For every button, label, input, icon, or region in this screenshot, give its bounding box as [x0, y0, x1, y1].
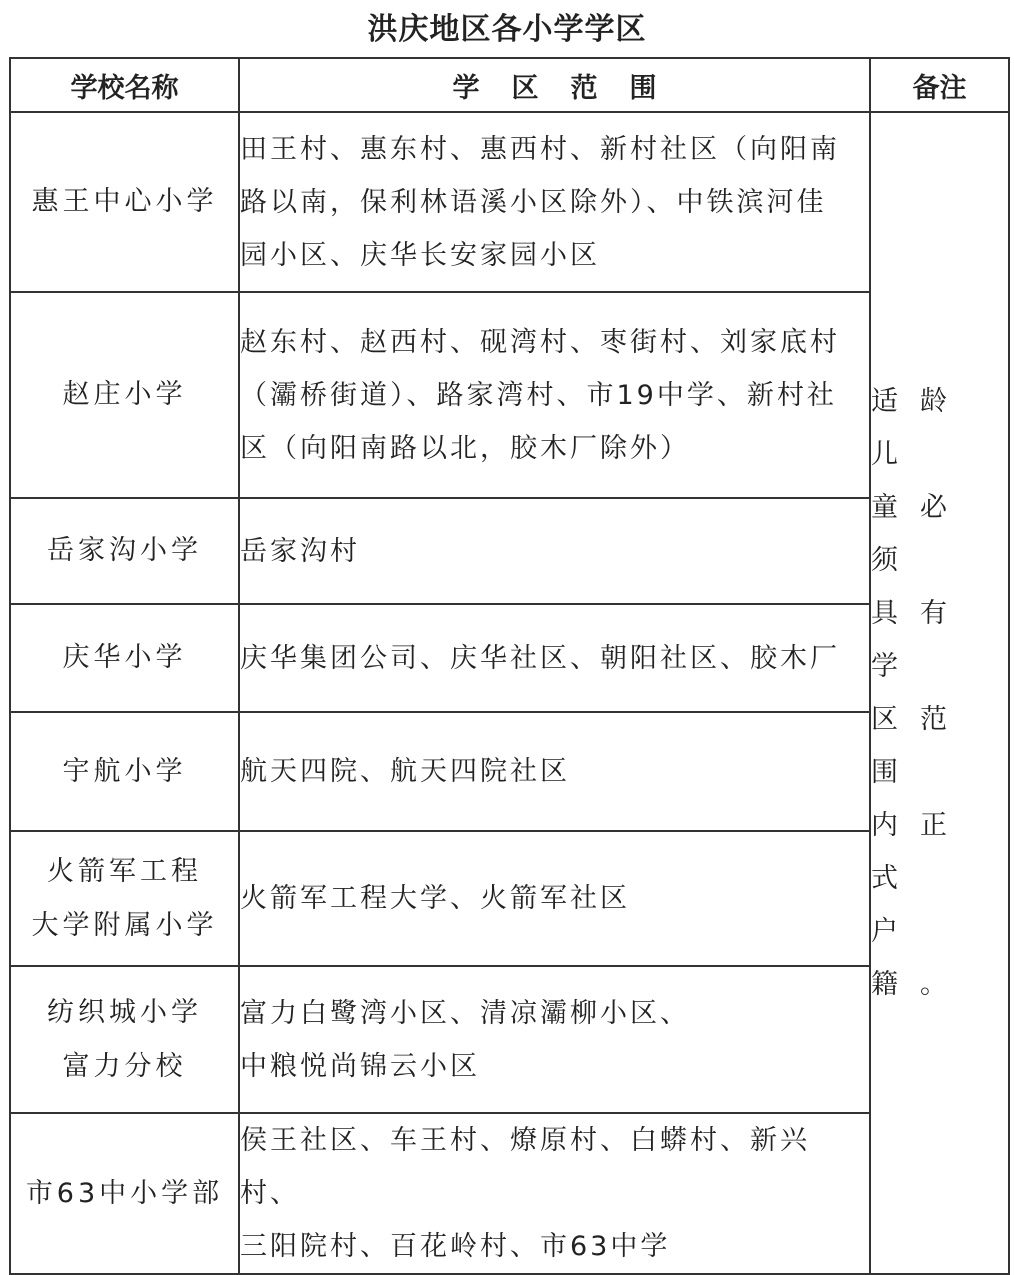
range-line: 中粮悦尚锦云小区	[240, 1050, 480, 1082]
district-range-cell	[239, 292, 870, 498]
remark-line: 户籍。	[871, 916, 969, 1000]
header-remark: 备注	[870, 58, 1009, 112]
remark-cell	[870, 112, 1009, 1274]
school-name-line: 庆华小学	[62, 642, 187, 673]
school-name-line: 纺织城小学	[47, 996, 202, 1028]
remark-line: 内正式	[871, 810, 969, 894]
school-name-cell	[10, 604, 239, 712]
school-name-line: 岳家沟小学	[47, 535, 202, 566]
district-range-cell	[239, 966, 870, 1113]
table-row	[10, 292, 1009, 498]
school-name-line: 大学附属小学	[31, 909, 218, 941]
school-name-cell	[10, 712, 239, 831]
school-name-line: 富力分校	[62, 1050, 187, 1082]
district-range-cell	[239, 112, 870, 292]
district-range-cell	[239, 1113, 870, 1274]
header-district-range: 学区范围	[239, 58, 870, 112]
district-range-cell	[239, 712, 870, 831]
table-row	[10, 966, 1009, 1113]
school-name-line: 惠王中心小学	[31, 186, 218, 217]
table-row	[10, 112, 1009, 292]
range-line: 庆华集团公司、庆华社区、朝阳社区、胶木厂	[240, 642, 840, 674]
table-row	[10, 498, 1009, 604]
table-row	[10, 1113, 1009, 1274]
header-school-name: 学校名称	[10, 58, 239, 112]
remark-line: 适龄儿	[871, 386, 969, 470]
document-title: 洪庆地区各小学学区	[367, 12, 647, 47]
school-name-cell	[10, 966, 239, 1113]
table-header-row	[10, 58, 1009, 112]
school-name-line: 宇航小学	[62, 755, 187, 787]
school-name-cell	[10, 292, 239, 498]
range-line: 航天四院、航天四院社区	[240, 756, 570, 787]
range-line: 岳家沟村	[240, 535, 360, 567]
range-line: 富力白鹭湾小区、清凉灞柳小区、	[240, 997, 690, 1029]
district-range-cell	[239, 604, 870, 712]
district-range-cell	[239, 831, 870, 966]
range-line: 田王村、惠东村、惠西村、新村社区（向阳南	[240, 133, 840, 165]
range-line: 三阳院村、百花岭村、市63中学	[240, 1231, 671, 1262]
remark-line: 具有学	[871, 598, 969, 682]
range-line: 区（向阳南路以北，胶木厂除外）	[240, 432, 690, 464]
table-row	[10, 604, 1009, 712]
table-row	[10, 712, 1009, 831]
range-line: （灞桥街道）、路家湾村、市19中学、新村社	[240, 379, 837, 411]
school-name-cell	[10, 1113, 239, 1274]
range-line: 赵东村、赵西村、砚湾村、枣街村、刘家底村	[240, 326, 840, 358]
school-name-line: 火箭军工程	[47, 855, 202, 887]
school-name-cell	[10, 498, 239, 604]
remark-line: 童必须	[871, 492, 969, 576]
district-range-cell	[239, 498, 870, 604]
table-row	[10, 831, 1009, 966]
school-name-cell	[10, 831, 239, 966]
school-name-line: 赵庄小学	[62, 379, 187, 410]
range-line: 侯王社区、车王村、燎原村、白蟒村、新兴村、	[240, 1125, 810, 1209]
school-district-table	[9, 57, 1010, 1275]
school-name-cell	[10, 112, 239, 292]
range-line: 园小区、庆华长安家园小区	[240, 239, 600, 271]
school-name-line: 市63中小学部	[25, 1177, 224, 1209]
range-line: 路以南，保利林语溪小区除外）、中铁滨河佳	[240, 186, 827, 218]
range-line: 火箭军工程大学、火箭军社区	[240, 883, 630, 914]
remark-line: 区范围	[871, 704, 969, 788]
